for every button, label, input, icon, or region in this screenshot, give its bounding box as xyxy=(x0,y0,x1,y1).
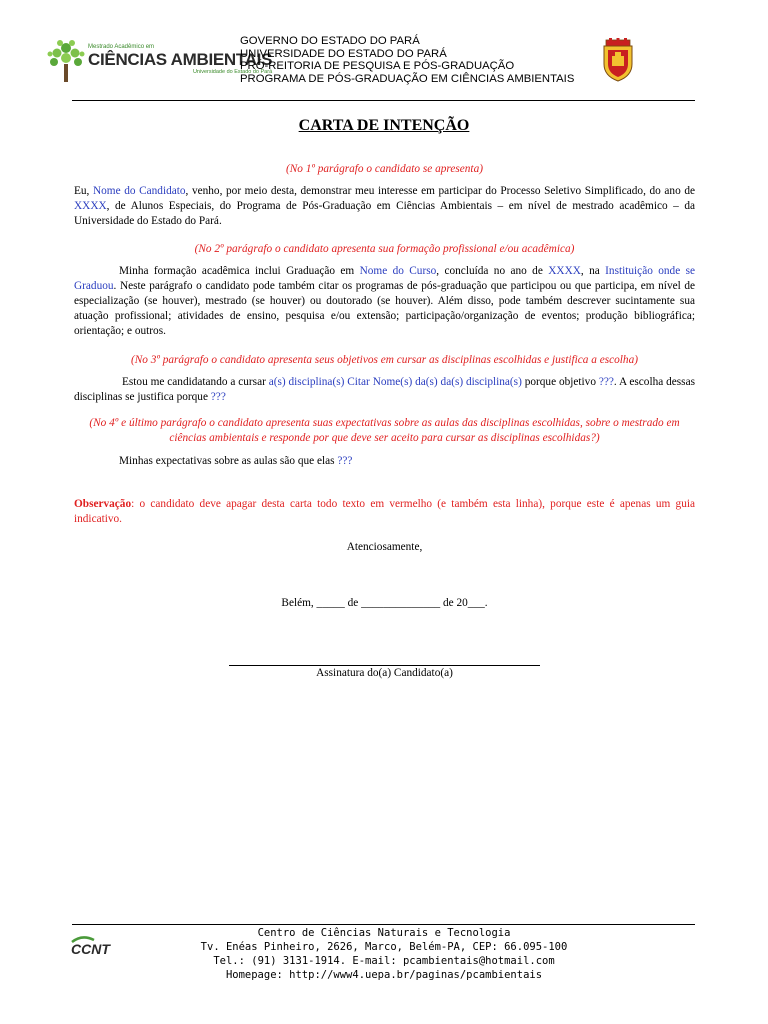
logo-small-text: Mestrado Acadêmico em xyxy=(88,44,155,50)
header-line-2: UNIVERSIDADE DO ESTADO DO PARÁ xyxy=(240,47,447,60)
state-crest-icon xyxy=(600,38,636,82)
institution-field: Instituição onde se Graduou xyxy=(74,265,696,292)
paragraph-3 xyxy=(74,375,695,405)
footer-contact xyxy=(0,926,768,982)
observation-text: : o candidato deve apagar desta carta todo texto em vermelho (e também esta linha), porque este é apenas um guia indicativo. xyxy=(74,498,695,525)
header-divider xyxy=(72,100,695,101)
paragraph-4 xyxy=(74,454,695,469)
p3-text-b: porque objetivo xyxy=(521,376,599,388)
paragraph-1-note: (No 1º parágrafo o candidato se apresenta) xyxy=(285,163,483,175)
logo-title-text: CIÊNCIAS AMBIENTAIS xyxy=(88,50,273,69)
paragraph-4-note: (No 4º e último parágrafo o candidato apresenta suas expectativas sobre as aulas das disciplinas escolhidas, sobre o mestrado em ciências ambientais e responde por que deve ser aceito para cursar as disciplinas escolhidas?) xyxy=(89,417,680,444)
p1-text-c: , de Alunos Especiais, do Programa de Pós-Graduação em Ciências Ambientais – em nível de mestrado acadêmico – da Universidade do Estado do Pará. xyxy=(74,200,695,227)
p2-text-d: . Neste parágrafo o candidato pode também citar os programas de pós-graduação que participou ou que participa, em nível de especialização (se houver), mestrado (se houver) ou doutorado (se houver). Além disso, pode também descrever sucintamente sua atuação profissional; atividades de ensino, pesquisa e/ou extensão; participação/organização de eventos; produção bibliográfica; orientação; e outros. xyxy=(74,280,695,337)
year-field: XXXX xyxy=(74,200,107,212)
p3-text-a: Estou me candidatando a cursar xyxy=(122,376,269,388)
header-line-1: GOVERNO DO ESTADO DO PARÁ xyxy=(240,35,420,47)
p2-text-b: , concluída no ano de xyxy=(436,265,549,277)
logo-subtitle-text: Universidade do Estado do Pará xyxy=(192,69,273,75)
candidate-name-field: Nome do Candidato xyxy=(92,185,186,197)
p2-text-a: Minha formação acadêmica inclui Graduação em xyxy=(119,265,360,277)
ccnt-logo-text: CCNT xyxy=(71,941,110,957)
footer-line-4: Homepage: http://www4.uepa.br/paginas/pcambientais xyxy=(225,969,543,981)
expectations-field: ??? xyxy=(337,455,353,467)
paragraph-2-note: (No 2º parágrafo o candidato apresenta sua formação profissional e/ou acadêmica) xyxy=(194,243,575,255)
p2-text-c: , na xyxy=(580,265,606,277)
document-title: CARTA DE INTENÇÃO xyxy=(298,117,470,134)
closing-text: Atenciosamente, xyxy=(346,541,423,553)
footer-line-2: Tv. Enéas Pinheiro, 2626, Marco, Belém-PA, CEP: 66.095-100 xyxy=(200,941,568,953)
header-line-4: PROGRAMA DE PÓS-GRADUAÇÃO EM CIÊNCIAS AMBIENTAIS xyxy=(240,72,575,85)
p3-text-c: . A escolha dessas disciplinas se justifica porque xyxy=(74,376,695,403)
signature-label: Assinatura do(a) Candidato(a) xyxy=(316,667,453,679)
graduation-year-field: XXXX xyxy=(548,265,581,277)
observation-label: Observação xyxy=(74,498,132,510)
objective-field: ??? xyxy=(598,376,614,388)
footer-line-3: Tel.: (91) 3131-1914. E-mail: pcambientais@hotmail.com xyxy=(213,955,555,967)
paragraph-3-note: (No 3º parágrafo o candidato apresenta seus objetivos em cursar as disciplinas escolhidas e justifica a escolha) xyxy=(130,354,638,366)
program-logo xyxy=(46,38,273,84)
paragraph-2 xyxy=(74,264,695,339)
course-name-field: Nome do Curso xyxy=(359,265,437,277)
observation-note xyxy=(74,497,695,527)
tree-logo-icon xyxy=(46,38,86,84)
justification-field: ??? xyxy=(210,391,226,403)
disciplines-field: a(s) disciplina(s) Citar Nome(s) da(s) da(s) disciplina(s) xyxy=(268,376,522,388)
header-line-3: PRÓ-REITORIA DE PESQUISA E PÓS-GRADUAÇÃO xyxy=(240,60,515,72)
p1-text-a: Eu, xyxy=(74,185,93,197)
paragraph-1 xyxy=(74,184,695,229)
footer-line-1: Centro de Ciências Naturais e Tecnologia xyxy=(257,927,511,939)
footer-divider xyxy=(72,924,695,925)
date-line: Belém, _____ de ______________ de 20___. xyxy=(281,597,488,609)
institution-header xyxy=(240,35,574,85)
p4-text-a: Minhas expectativas sobre as aulas são que elas xyxy=(119,455,338,467)
p1-text-b: , venho, por meio desta, demonstrar meu interesse em participar do Processo Seletivo Simplificado, do ano de xyxy=(185,185,695,197)
